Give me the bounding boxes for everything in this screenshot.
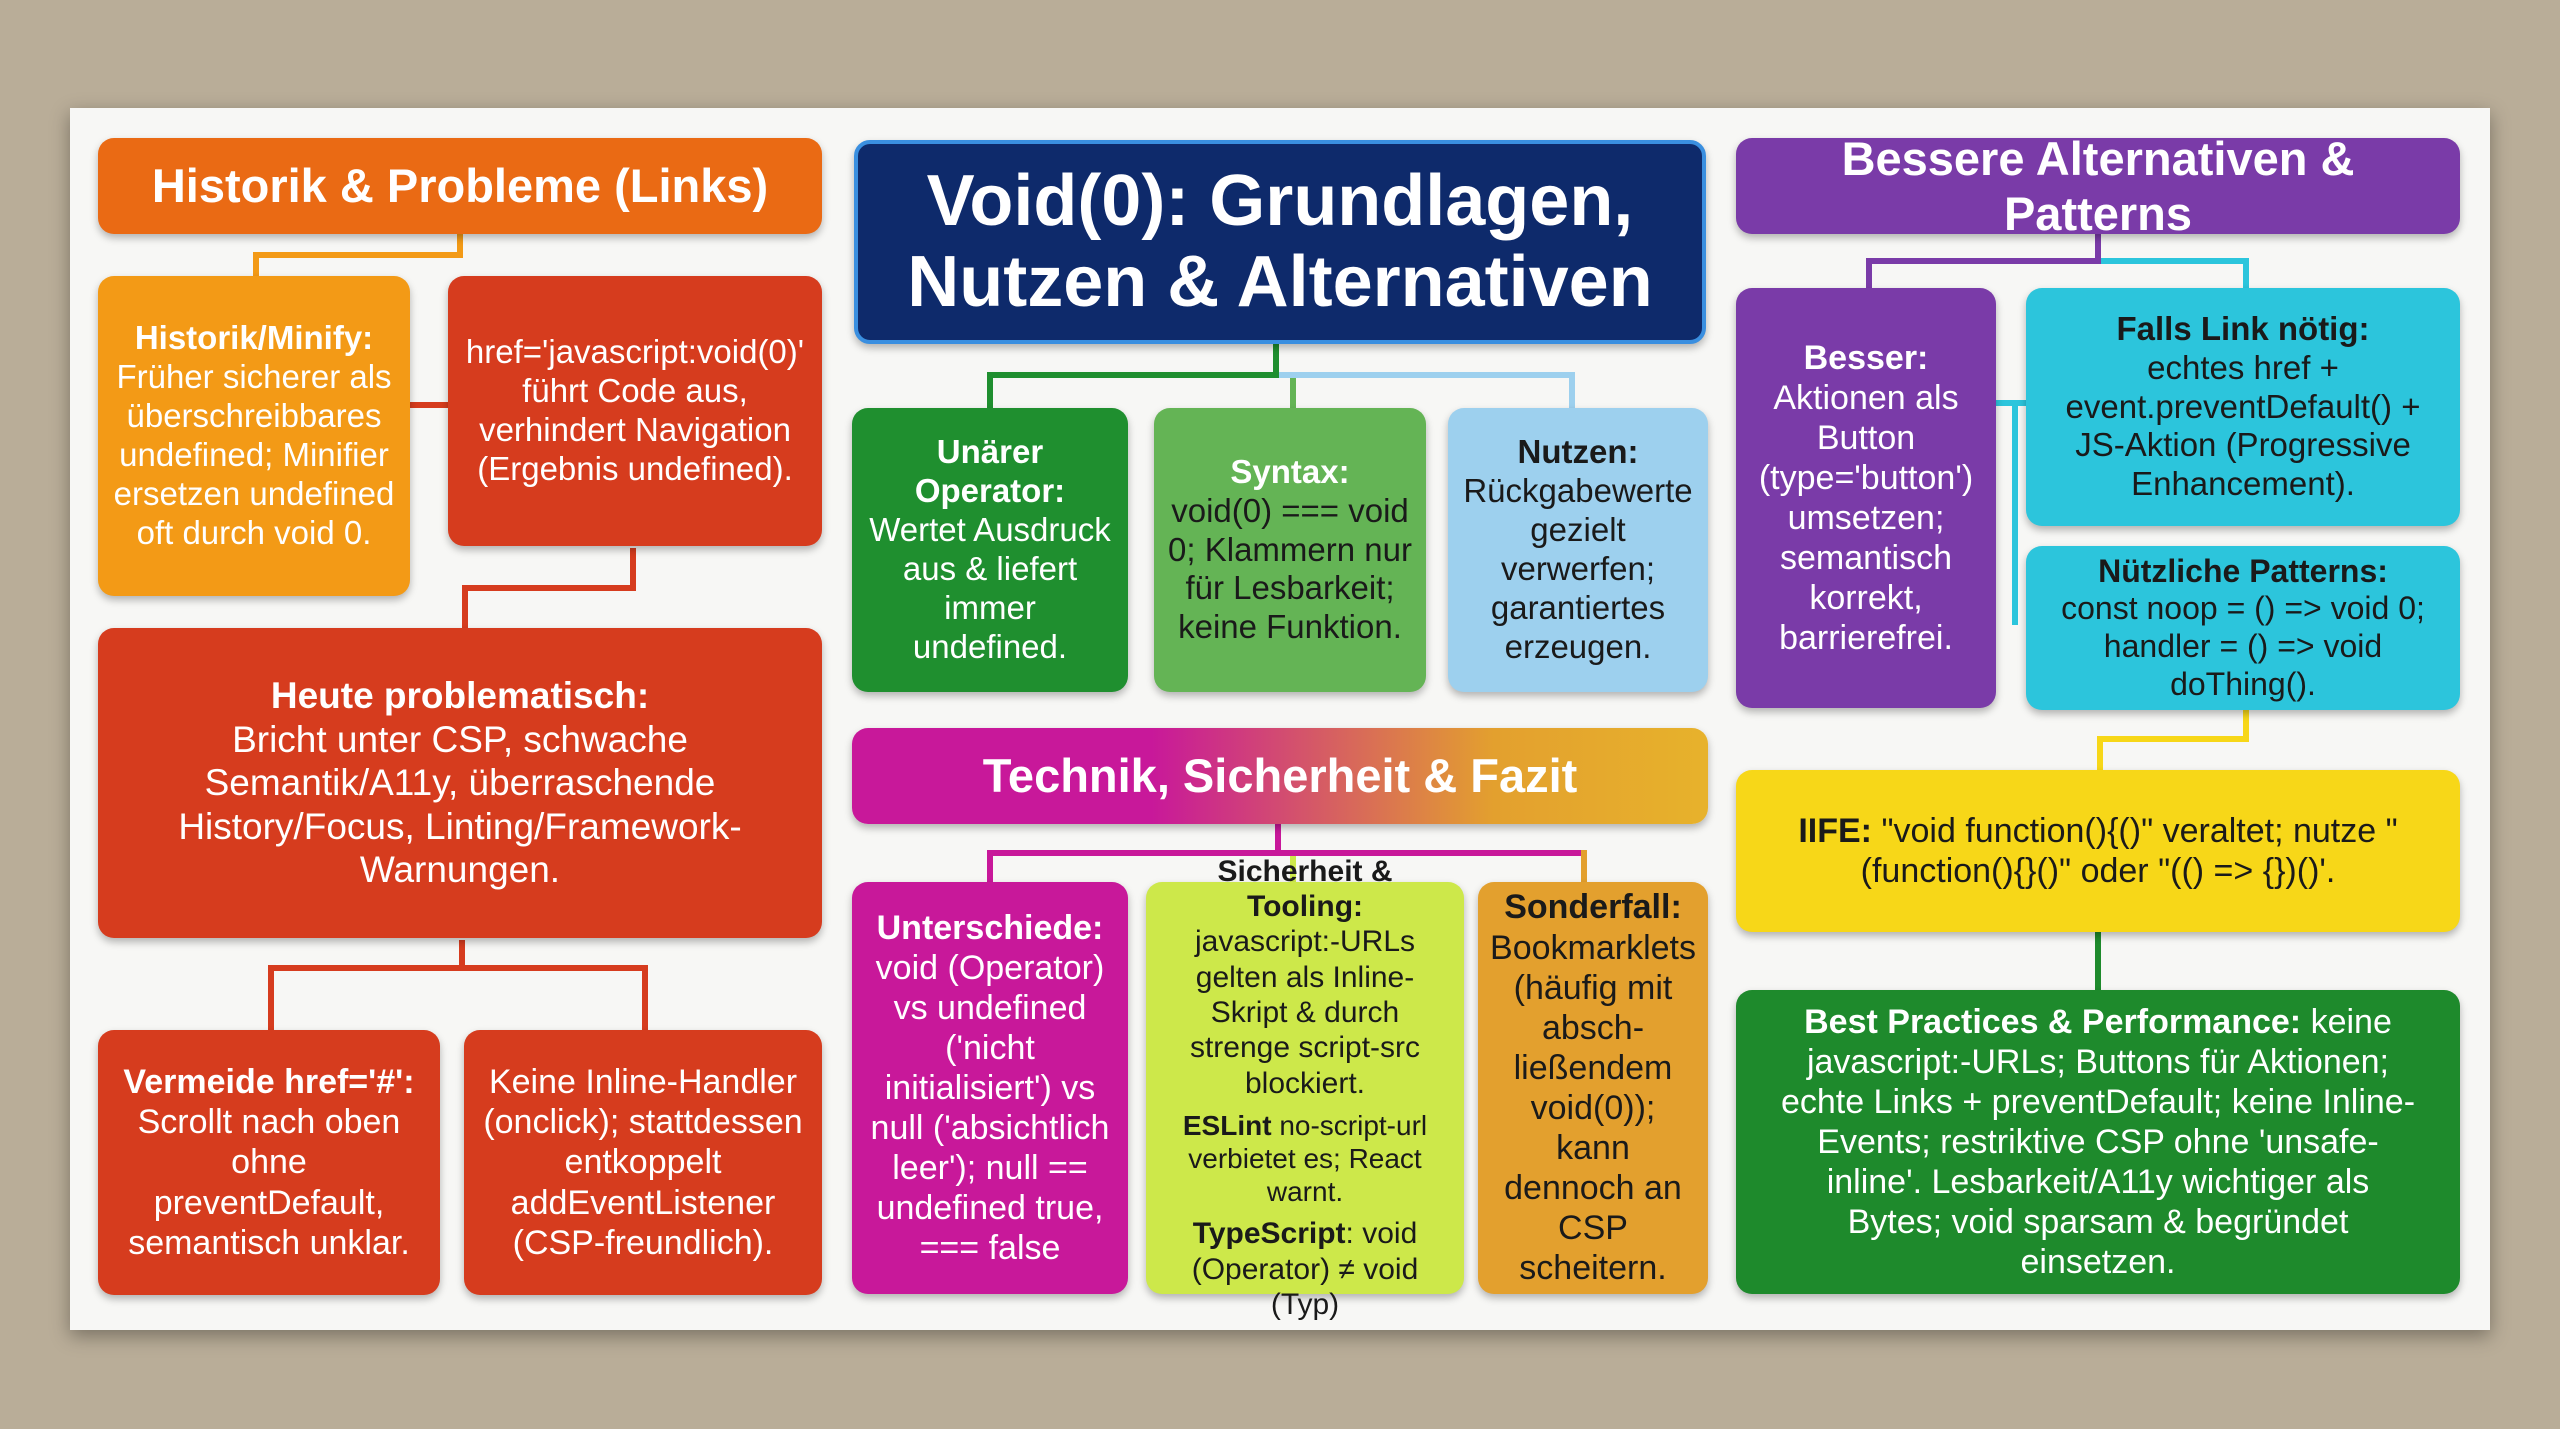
besser-card <box>1736 288 1996 708</box>
connector <box>462 585 636 591</box>
patterns-title: Nützliche Patterns: <box>2098 552 2388 589</box>
connector <box>2012 400 2018 625</box>
sicherheit-tooling-card <box>1146 854 1464 1322</box>
connector <box>1866 258 1872 290</box>
section-header-historik <box>98 138 822 234</box>
besser-text: Aktionen als Button (type='button') umsetzen; semantisch korrekt, barrierefrei. <box>1758 378 1974 658</box>
nutzen-title: Nutzen: <box>1517 433 1639 471</box>
connector <box>1290 378 1296 410</box>
sonderfall-text: Bookmarklets (häufig mit absch-ließendem void(0)); kann dennoch an CSP scheitern. <box>1490 928 1696 1288</box>
connector <box>2097 736 2103 774</box>
unaerer-operator-text: Wertet Ausdruck aus & liefert immer undefined. <box>869 511 1111 665</box>
main-title-line1: Void(0): Grundlagen, <box>926 161 1634 242</box>
nutzen-text: Rückgabewerte gezielt verwerfen; garantiertes erzeugen. <box>1463 472 1693 665</box>
vermeide-href-card <box>98 1030 440 1295</box>
unaerer-operator-title: Unärer Operator: <box>914 433 1066 510</box>
connector <box>1279 372 1575 378</box>
best-practices-text: keine javascript:-URLs; Buttons für Aktionen; echte Links + preventDefault; keine Inline-Events; restriktive CSP ohne 'unsafe-inline'. Lesbarkeit/A11y wichtiger als Bytes; void sparsam & begründet einsetzen. <box>1780 1002 2416 1282</box>
connector <box>630 548 636 590</box>
connector <box>987 372 1279 378</box>
connector <box>987 372 993 410</box>
inline-handler-text: Keine Inline-Handler (onclick); stattdessen entkoppelt addEventListener (CSP-freundlich). <box>483 1063 803 1262</box>
unterschiede-card <box>852 882 1128 1294</box>
falls-link-card <box>2026 288 2460 526</box>
typescript-label: TypeScript <box>1192 1217 1346 1251</box>
main-title <box>854 140 1706 344</box>
unterschiede-text: void (Operator) vs undefined ('nicht initialisiert') vs null ('absichtlich leer'); null == undefined true, === false <box>870 948 1110 1268</box>
connector <box>2095 932 2101 992</box>
connector <box>408 402 452 408</box>
heute-problematisch-card <box>98 628 822 938</box>
iife-line <box>1776 811 2420 891</box>
section-header-technik <box>852 728 1708 824</box>
inline-handler-card <box>464 1030 822 1295</box>
connector <box>2101 258 2249 264</box>
nutzen-card <box>1448 408 1708 692</box>
connector <box>1569 372 1575 410</box>
patterns-line2: handler = () => void doThing(). <box>2103 628 2383 702</box>
typescript-text: : void (Operator) ≠ void (Typ) <box>1191 1217 1419 1322</box>
best-practices-label: Best Practices & Performance: <box>1804 1002 2302 1041</box>
best-practices-line <box>1776 1002 2420 1283</box>
connector <box>642 965 648 1033</box>
main-title-line2: Nutzen & Alternativen <box>907 242 1653 322</box>
best-practices-card <box>1736 990 2460 1294</box>
connector <box>462 585 468 629</box>
section-header-alternativen <box>1736 131 2460 240</box>
connector <box>1273 342 1279 376</box>
href-javascript-card-text: href='javascript:void(0)' führt Code aus, verhindert Navigation (Ergebnis undefined). <box>465 333 805 487</box>
section-header-alternativen-label: Bessere Alternativen & Patterns <box>1841 131 2355 240</box>
unaerer-operator-card <box>852 408 1128 692</box>
vermeide-href-text: Scrollt nach oben ohne preventDefault, semantisch unklar. <box>128 1103 410 1262</box>
historik-card-text: Früher sicherer als überschreibbares undefined; Minifier ersetzen undefined oft durch void 0. <box>113 358 395 551</box>
connector <box>2097 736 2249 742</box>
syntax-title: Syntax: <box>1230 452 1350 490</box>
falls-link-title: Falls Link nötig: <box>2116 309 2370 347</box>
iife-card <box>1736 770 2460 932</box>
heute-problematisch-title: Heute problematisch: <box>270 674 650 716</box>
syntax-card <box>1154 408 1426 692</box>
patterns-line1: const noop = () => void 0; <box>2061 590 2425 627</box>
besser-title: Besser: <box>1803 338 1929 377</box>
connector <box>2243 258 2249 290</box>
vermeide-href-title: Vermeide href='#': <box>123 1063 415 1102</box>
typescript-line <box>1160 1216 1450 1322</box>
unterschiede-title: Unterschiede: <box>876 908 1104 947</box>
href-javascript-card <box>448 276 822 546</box>
sonderfall-title: Sonderfall: <box>1504 888 1682 927</box>
heute-problematisch-text: Bricht unter CSP, schwache Semantik/A11y, überraschende History/Focus, Linting/Framework-Warnungen. <box>178 718 742 891</box>
historik-card-title: Historik/Minify: <box>134 319 374 357</box>
eslint-line <box>1160 1109 1450 1208</box>
connector <box>457 232 463 258</box>
historik-card <box>98 276 410 596</box>
iife-label: IIFE: <box>1798 811 1872 850</box>
connector <box>253 252 463 258</box>
connector <box>1866 258 2101 264</box>
eslint-label: ESLint <box>1182 1110 1272 1142</box>
connector <box>1581 850 1587 884</box>
patterns-card <box>2026 546 2460 710</box>
connector <box>268 965 274 1033</box>
iife-text: "void function(){()" veraltet; nutze "(function(){}()" oder "(() => {})()'. <box>1860 811 2398 890</box>
syntax-text: void(0) === void 0; Klammern nur für Lesbarkeit; keine Funktion. <box>1168 491 1412 646</box>
connector <box>987 850 993 884</box>
eslint-text: no-script-url verbietet es; React warnt. <box>1188 1110 1428 1208</box>
sicherheit-title: Sicherheit & Tooling: <box>1217 854 1393 923</box>
connector <box>268 965 648 971</box>
section-header-historik-label: Historik & Probleme (Links) <box>151 159 769 213</box>
falls-link-text: echtes href + event.preventDefault() + JS-Aktion (Progressive Enhancement). <box>2065 348 2421 503</box>
section-header-technik-label: Technik, Sicherheit & Fazit <box>982 749 1578 803</box>
sonderfall-card <box>1478 882 1708 1294</box>
sicherheit-text: javascript:-URLs gelten als Inline-Skript & durch strenge script-src blockiert. <box>1189 925 1421 1100</box>
